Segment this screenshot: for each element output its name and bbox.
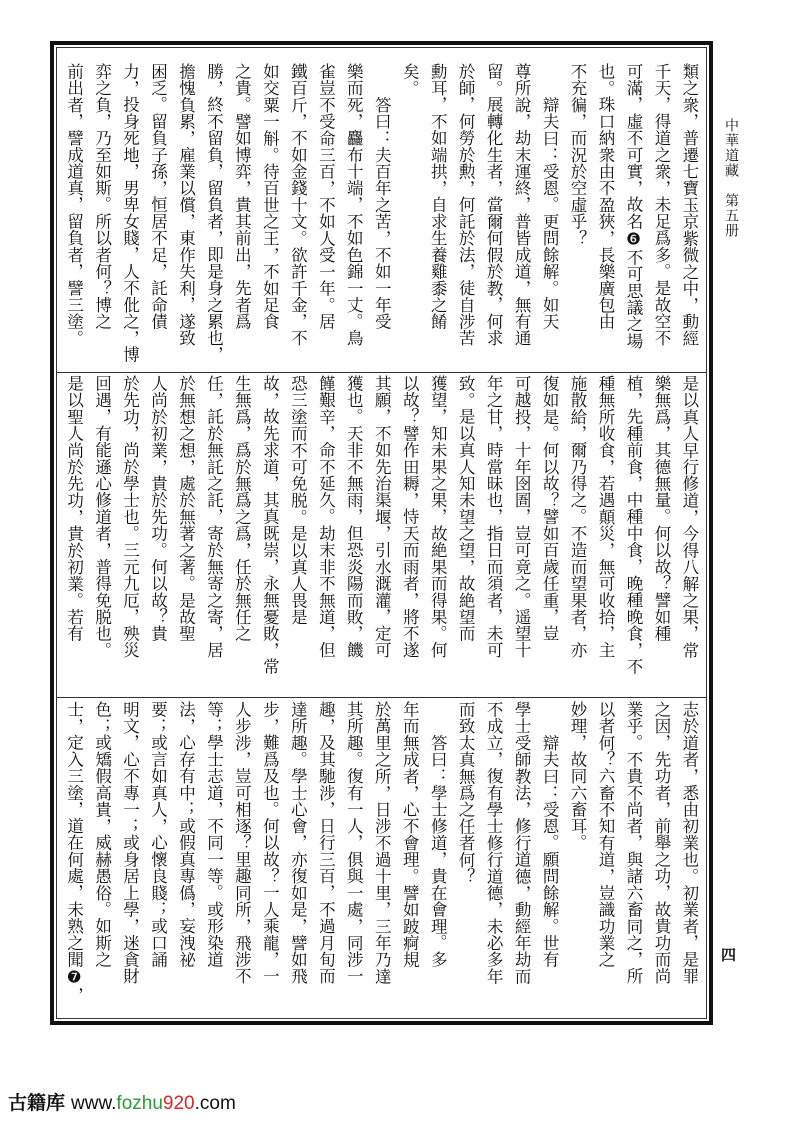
- punctuation-mark: ，: [92, 113, 112, 130]
- punctuation-mark: ，: [316, 801, 336, 818]
- punctuation-mark: ，: [568, 625, 588, 642]
- punctuation-mark: 。: [316, 296, 336, 314]
- punctuation-mark: ；: [120, 817, 140, 835]
- punctuation-mark: ，: [596, 229, 615, 247]
- punctuation-mark: ，: [344, 113, 364, 130]
- punctuation-mark: 。: [623, 734, 643, 752]
- punctuation-mark: ，: [568, 425, 588, 442]
- punctuation-mark: ，: [596, 867, 615, 885]
- punctuation-mark: 。: [428, 934, 448, 952]
- text-band-top: [58, 63, 705, 369]
- punctuation-mark: ，: [176, 717, 196, 735]
- text-column: 擔愧負累，雇業以償，東作失利，遂致: [172, 63, 200, 369]
- text-column: 而致太真無爲之任者何？: [452, 701, 480, 1019]
- punctuation-mark: ，: [260, 246, 280, 264]
- punctuation-mark: ，: [372, 784, 392, 802]
- punctuation-mark: ，: [260, 391, 280, 409]
- text-column: 士，定入三塗，道在何處，未熟之聞❼，: [60, 701, 88, 1019]
- punctuation-mark: 。: [288, 751, 308, 768]
- punctuation-mark: ，: [428, 96, 448, 114]
- punctuation-mark: ？: [260, 867, 280, 885]
- text-column: 也。珠口納衆由不盈狹，長樂廣包由: [591, 63, 619, 369]
- punctuation-mark: ：: [428, 767, 448, 785]
- punctuation-mark: ，: [260, 641, 280, 659]
- punctuation-mark: 。: [540, 425, 560, 442]
- text-column: 獲望，知未果之果，故絶果而得果。何: [424, 375, 452, 693]
- text-column: 是以真人早行修道，今得八解之果，常: [675, 375, 703, 693]
- text-column: 故，故先求道，其真既崇，永無憂敗，常: [256, 375, 284, 693]
- text-column: 勝，終不留負，留負者，即是身之累也，: [200, 63, 228, 369]
- punctuation-mark: ，: [484, 508, 504, 526]
- punctuation-mark: ，: [512, 279, 532, 297]
- punctuation-mark: ，: [344, 917, 364, 935]
- punctuation-mark: 。: [260, 801, 280, 818]
- text-column: 答曰：夫百年之苦，不如一年受: [368, 63, 396, 369]
- punctuation-mark: ，: [176, 213, 196, 230]
- text-column: 以故？譬作田耨，恃天而雨者，將不遂: [396, 375, 424, 693]
- punctuation-mark: ，: [232, 541, 252, 559]
- punctuation-mark: ，: [512, 113, 532, 130]
- punctuation-mark: ，: [456, 263, 476, 280]
- punctuation-mark: ，: [372, 229, 392, 247]
- text-column: 年之甘，時當昧也，指日而須者，未可: [480, 375, 508, 693]
- punctuation-mark: ，: [120, 329, 140, 347]
- text-column: 色；或矯假高貴，威赫愚俗。如斯之: [88, 701, 116, 1019]
- punctuation-mark: ，: [148, 817, 168, 835]
- text-column: 於先功，尚於學士也。三元九厄，殃災: [116, 375, 144, 693]
- text-column: 年而無成者，心不會理。譬如跛痾規: [396, 701, 424, 1019]
- punctuation-mark: ，: [232, 263, 252, 280]
- punctuation-mark: ，: [288, 917, 308, 935]
- punctuation-mark: ，: [623, 475, 643, 492]
- text-band-bottom: [58, 701, 705, 1019]
- punctuation-mark: ；: [148, 901, 168, 918]
- punctuation-mark: ，: [568, 113, 588, 130]
- punctuation-mark: 。: [344, 408, 364, 426]
- punctuation-mark: ，: [596, 541, 615, 559]
- punctuation-mark: 。: [120, 525, 140, 542]
- punctuation-mark: ，: [428, 508, 448, 526]
- punctuation-mark: ，: [148, 458, 168, 476]
- punctuation-mark: ，: [260, 558, 280, 576]
- punctuation-mark: 。: [232, 96, 252, 114]
- punctuation-mark: ：: [540, 146, 560, 164]
- text-column: 於無想之想，處於無著之著。是故聖: [172, 375, 200, 693]
- punctuation-mark: ，: [64, 263, 84, 280]
- text-column: 是以聖人尚於先功，貴於初業。若有: [60, 375, 88, 693]
- punctuation-mark: ，: [92, 408, 112, 426]
- punctuation-mark: ，: [512, 196, 532, 214]
- punctuation-mark: ，: [428, 851, 448, 868]
- punctuation-mark: ，: [568, 734, 588, 752]
- punctuation-mark: ：: [372, 129, 392, 147]
- punctuation-mark: ，: [344, 834, 364, 852]
- punctuation-mark: 。: [428, 625, 448, 642]
- punctuation-mark: ，: [623, 951, 643, 968]
- punctuation-mark: ，: [148, 179, 168, 197]
- text-column: 樂無爲，其德無量。何以故？譬如種: [647, 375, 675, 693]
- punctuation-mark: ，: [120, 608, 140, 626]
- text-column: 等；學士志道，不同一等。或形染道: [200, 701, 228, 1019]
- punctuation-mark: 。: [540, 279, 560, 297]
- punctuation-mark: 。: [651, 508, 671, 526]
- punctuation-mark: 。: [568, 508, 588, 526]
- text-column: 不成立，復有學士修行道德，未必多年: [480, 701, 508, 1019]
- punctuation-mark: 。: [540, 834, 560, 852]
- punctuation-mark: ，: [651, 801, 671, 818]
- text-column: 之貴。譬如博弈，貴其前出，先者爲: [228, 63, 256, 369]
- punctuation-mark: ，: [623, 391, 643, 409]
- band-divider: [56, 372, 707, 373]
- text-column: 類之衆，普遷七寶玉京紫微之中，動經: [675, 63, 703, 369]
- punctuation-mark: ，: [176, 129, 196, 147]
- punctuation-mark: ，: [316, 884, 336, 902]
- punctuation-mark: ，: [679, 296, 699, 314]
- punctuation-mark: ，: [316, 179, 336, 197]
- punctuation-mark: 。: [176, 575, 196, 592]
- punctuation-mark: ，: [484, 425, 504, 442]
- text-column: 志於道者，悉由初業也。初業者，是罪: [675, 701, 703, 1019]
- text-column: 學士受師教法，修行道德，動經年劫而: [508, 701, 536, 1019]
- punctuation-mark: ，: [120, 79, 140, 97]
- punctuation-mark: ，: [623, 834, 643, 852]
- text-column: 其願，不如先治渠堰，引水溉灌，定可: [368, 375, 396, 693]
- text-column: 妙理，故同六畜耳。: [563, 701, 591, 1019]
- punctuation-mark: ，: [679, 934, 699, 952]
- punctuation-mark: ，: [64, 508, 84, 526]
- text-column: 之因，先功者，前舉之功，故貴功而尚: [647, 701, 675, 1019]
- punctuation-mark: ，: [120, 163, 140, 180]
- text-column: 如交粟一斛。待百世之王，不如足食: [256, 63, 284, 369]
- text-column: 於萬里之所，日涉不過十里，三年乃達: [368, 701, 396, 1019]
- text-column: 辯夫曰：受恩。更問餘解。如天: [535, 63, 563, 369]
- punctuation-mark: ，: [232, 917, 252, 935]
- punctuation-mark: ，: [64, 801, 84, 818]
- punctuation-mark: 。: [679, 867, 699, 885]
- punctuation-mark: ，: [148, 263, 168, 280]
- punctuation-mark: ，: [372, 408, 392, 426]
- text-column: 以者何？六畜不知有道，豈識功業之: [591, 701, 619, 1019]
- punctuation-mark: 。: [651, 263, 671, 280]
- watermark-brand: 古籍库: [8, 1093, 66, 1114]
- punctuation-mark: ，: [400, 491, 420, 509]
- punctuation-mark: ，: [651, 425, 671, 442]
- text-column: 獲也。天非不無雨，但恐炎陽而敗，饑: [340, 375, 368, 693]
- text-column: 困乏。留負子孫，恒居不足，託命債: [144, 63, 172, 369]
- punctuation-mark: ，: [651, 96, 671, 114]
- punctuation-mark: ，: [260, 475, 280, 492]
- punctuation-mark: 。: [540, 917, 560, 935]
- text-column: 任，託於無託之託，寄於無寄之寄，居: [200, 375, 228, 693]
- punctuation-mark: ？: [596, 751, 615, 768]
- punctuation-mark: ，: [623, 641, 643, 659]
- text-column: 回遇，有能遜心修道者，普得免脱也。: [88, 375, 116, 693]
- punctuation-mark: ，: [64, 717, 84, 735]
- punctuation-mark: ，: [484, 751, 504, 768]
- punctuation-mark: ，: [512, 425, 532, 442]
- text-column: 趣，及其馳涉，日行三百，不過月旬而: [312, 701, 340, 1019]
- punctuation-mark: ？: [651, 575, 671, 592]
- punctuation-mark: 。: [344, 751, 364, 768]
- punctuation-mark: ，: [456, 96, 476, 114]
- text-column: 勳耳，不如端拱，自求生養雞黍之餚: [424, 63, 452, 369]
- watermark-url-green: fozhu: [116, 1093, 163, 1114]
- punctuation-mark: ，: [651, 179, 671, 197]
- punctuation-mark: ；: [148, 717, 168, 735]
- punctuation-mark: ，: [540, 608, 560, 626]
- text-column: 可滿，虛不可實，故名❻不可思議之場: [619, 63, 647, 369]
- punctuation-mark: ，: [372, 525, 392, 542]
- text-column: 弈之負，乃至如斯。所以者何？博之: [88, 63, 116, 369]
- punctuation-mark: ，: [623, 558, 643, 576]
- punctuation-mark: ，: [596, 625, 615, 642]
- punctuation-mark: ，: [316, 717, 336, 735]
- punctuation-mark: ？: [148, 608, 168, 626]
- punctuation-mark: 。: [64, 329, 84, 347]
- punctuation-mark: 。: [400, 867, 420, 885]
- punctuation-mark: ，: [120, 425, 140, 442]
- punctuation-mark: ，: [288, 313, 308, 330]
- punctuation-mark: ，: [120, 917, 140, 935]
- watermark-url-suffix: .com: [194, 1093, 236, 1114]
- text-column: 致。是以真人知未望之望，故絶望而: [452, 375, 480, 693]
- text-band-middle: [58, 375, 705, 693]
- punctuation-mark: ，: [316, 625, 336, 642]
- punctuation-mark: ，: [204, 229, 224, 247]
- punctuation-mark: ，: [92, 541, 112, 559]
- punctuation-mark: ，: [204, 79, 224, 97]
- punctuation-mark: 。: [64, 591, 84, 609]
- punctuation-mark: 。: [204, 884, 224, 902]
- punctuation-mark: ，: [204, 163, 224, 180]
- punctuation-mark: ，: [679, 767, 699, 785]
- punctuation-mark: 。: [260, 146, 280, 164]
- punctuation-mark: ，: [623, 96, 643, 114]
- punctuation-mark: ，: [651, 884, 671, 902]
- punctuation-mark: ？: [456, 868, 476, 885]
- punctuation-mark: ，: [456, 179, 476, 197]
- punctuation-mark: ，: [260, 717, 280, 735]
- punctuation-mark: ：: [540, 784, 560, 802]
- punctuation-mark: 。: [92, 196, 112, 214]
- punctuation-mark: ，: [372, 901, 392, 918]
- punctuation-mark: ，: [400, 784, 420, 802]
- punctuation-mark: ，: [596, 458, 615, 476]
- punctuation-mark: ？: [400, 408, 420, 426]
- text-column: 人步涉，豈可相逐？里趣同所，飛涉不: [228, 701, 256, 1019]
- punctuation-mark: ，: [428, 179, 448, 197]
- punctuation-mark: 。: [92, 901, 112, 918]
- punctuation-mark: ，: [623, 179, 643, 197]
- text-column: 留。展轉化生者，當爾何假於教，何求: [480, 63, 508, 369]
- punctuation-mark: ，: [679, 625, 699, 643]
- punctuation-mark: 。: [316, 508, 336, 526]
- text-column: 前出者，譬成道真，留負者，譬三塗。: [60, 63, 88, 369]
- page-number: 四: [721, 946, 737, 964]
- punctuation-mark: ；: [176, 801, 196, 818]
- punctuation-mark: ？: [568, 229, 588, 247]
- watermark-footer: [8, 1088, 236, 1115]
- text-column: 業乎。不貴不尚者，與諸六畜同之，所: [619, 701, 647, 1019]
- text-column: 法，心存有中；或假真專僞，妄洩祕: [172, 701, 200, 1019]
- punctuation-mark: ，: [679, 113, 699, 130]
- punctuation-mark: ，: [288, 113, 308, 130]
- punctuation-mark: ，: [232, 425, 252, 442]
- punctuation-mark: ，: [176, 458, 196, 476]
- punctuation-mark: ，: [344, 196, 364, 214]
- punctuation-mark: ，: [232, 179, 252, 197]
- text-column: 步，難爲及也。何以故？一人乘龍，一: [256, 701, 284, 1019]
- punctuation-mark: 。: [512, 591, 532, 609]
- punctuation-mark: ，: [484, 296, 504, 314]
- punctuation-mark: ，: [64, 113, 84, 130]
- text-column: 鐵百斤，不如金錢十文。欲許千金，不: [284, 63, 312, 369]
- punctuation-mark: ，: [428, 408, 448, 426]
- text-column: 辯夫曰：受恩。願問餘解。世有: [535, 701, 563, 1019]
- text-column: 要；或言如真人，心懷良賤；或口誦: [144, 701, 172, 1019]
- punctuation-mark: ；: [204, 717, 224, 735]
- punctuation-mark: ；: [92, 717, 112, 735]
- text-column: 生無爲，爲於無爲之爲，任於無任之: [228, 375, 256, 693]
- punctuation-mark: 。: [568, 834, 588, 852]
- punctuation-mark: ，: [512, 884, 532, 902]
- text-column: 種無所收食，若遇顛災，無可收拾，主: [591, 375, 619, 693]
- punctuation-mark: 。: [92, 641, 112, 659]
- punctuation-mark: ，: [92, 817, 112, 835]
- punctuation-mark: ，: [679, 508, 699, 526]
- text-column: 復如是。何以故？譬如百歲任重，豈: [535, 375, 563, 693]
- punctuation-mark: ，: [512, 801, 532, 818]
- text-column: 可越投，十年囹圄，豈可竟之。遥望十: [508, 375, 536, 693]
- text-column: 人尚於初業，貴於先功。何以故？貴: [144, 375, 172, 693]
- punctuation-mark: ，: [484, 901, 504, 918]
- text-column: 樂而死，麤布十端，不如色錦一丈。鳥: [340, 63, 368, 369]
- page-frame: [50, 41, 713, 1025]
- punctuation-mark: 。: [484, 79, 504, 97]
- punctuation-mark: ，: [372, 608, 392, 626]
- punctuation-mark: 。: [596, 79, 615, 97]
- text-column: 尊所說，劫末運終，普皆成道，無有通: [508, 63, 536, 369]
- running-header-book-title: 中華道藏 第五册: [723, 118, 739, 238]
- punctuation-mark: ，: [232, 751, 252, 768]
- punctuation-mark: ，: [288, 834, 308, 852]
- punctuation-mark: 。: [400, 79, 420, 97]
- text-column: 答曰：學士修道，貴在會理。多: [424, 701, 452, 1019]
- text-column: 不充徧，而況於空虛乎？: [563, 63, 591, 369]
- punctuation-mark: ，: [176, 296, 196, 314]
- punctuation-mark: ，: [260, 950, 280, 968]
- punctuation-mark: ，: [400, 591, 420, 609]
- punctuation-mark: ，: [456, 558, 476, 576]
- punctuation-mark: ？: [232, 834, 252, 852]
- punctuation-mark: ，: [64, 884, 84, 902]
- punctuation-mark: ，: [120, 246, 140, 264]
- text-column: 雀豈不受命三百，不如人受一年。居: [312, 63, 340, 369]
- punctuation-mark: ，: [484, 608, 504, 626]
- punctuation-mark: ，: [484, 179, 504, 197]
- text-column: 千天，得道之衆，未足爲多。是故空不: [647, 63, 675, 369]
- text-column: 於師，何勞於勲，何託於法，徒自涉苦: [452, 63, 480, 369]
- text-column: 植，先種前食，中種中食，晚種晚食，不: [619, 375, 647, 693]
- punctuation-mark: ，: [512, 508, 532, 526]
- text-column: 恐三塗而不可免脱。是以真人畏是: [284, 375, 312, 693]
- punctuation-mark: 。: [148, 96, 168, 114]
- punctuation-mark: ，: [204, 346, 224, 364]
- punctuation-mark: ，: [204, 801, 224, 818]
- text-column: 力，投身死地，男卑女賤，人不仳之，博: [116, 63, 144, 369]
- text-column: 饉艱辛，命不延久。劫末非不無道，但: [312, 375, 340, 693]
- punctuation-mark: ？: [92, 279, 112, 297]
- punctuation-mark: 。: [344, 313, 364, 330]
- punctuation-mark: 。: [540, 196, 560, 214]
- punctuation-mark: 。: [456, 391, 476, 409]
- punctuation-mark: ，: [204, 508, 224, 526]
- punctuation-mark: ，: [176, 901, 196, 918]
- punctuation-mark: ，: [64, 986, 84, 1004]
- punctuation-mark: ，: [204, 625, 224, 642]
- punctuation-mark: ，: [316, 425, 336, 442]
- text-column: 施散給，爾乃得之。不造而望果者，亦: [563, 375, 591, 693]
- text-column: 矣。: [396, 63, 424, 369]
- text-column: 達所趣。學士心會，亦復如是，譬如飛: [284, 701, 312, 1019]
- band-divider: [56, 697, 707, 698]
- punctuation-mark: ，: [344, 508, 364, 526]
- punctuation-mark: ，: [344, 625, 364, 642]
- punctuation-mark: 。: [288, 508, 308, 526]
- punctuation-mark: ，: [204, 391, 224, 409]
- watermark-url-red: 920: [162, 1093, 195, 1114]
- punctuation-mark: ，: [651, 734, 671, 752]
- punctuation-mark: ，: [120, 734, 140, 752]
- punctuation-mark: ，: [64, 196, 84, 214]
- text-column: 其所趣。復有一人，俱與一處，同涉一: [340, 701, 368, 1019]
- punctuation-mark: 。: [148, 541, 168, 559]
- watermark-url-prefix: www.: [71, 1093, 117, 1114]
- punctuation-mark: 。: [288, 229, 308, 247]
- text-column: 明文，心不專一；或身居上學，迷貪財: [116, 701, 144, 1019]
- punctuation-mark: ？: [540, 491, 560, 509]
